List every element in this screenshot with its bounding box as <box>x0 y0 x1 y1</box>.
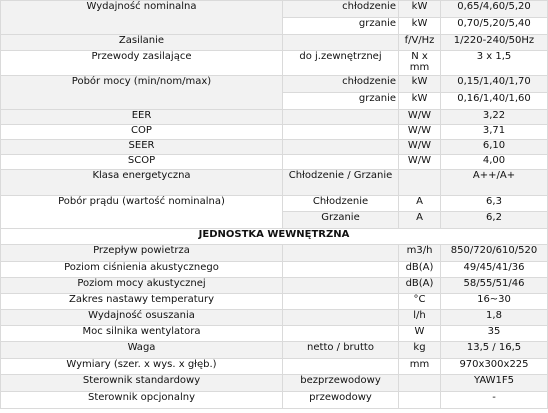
spec-value: 6,3 <box>441 196 548 212</box>
spec-value: 970x300x225 <box>441 359 548 375</box>
spec-value: 16~30 <box>441 294 548 310</box>
table-row <box>1 342 548 359</box>
spec-unit: W/W <box>399 125 441 140</box>
table-row <box>1 245 548 262</box>
spec-label: COP <box>1 125 283 140</box>
spec-unit: m3/h <box>399 245 441 262</box>
spec-value: 3 x 1,5 <box>441 51 548 76</box>
spec-value: 49/45/41/36 <box>441 262 548 278</box>
spec-condition <box>283 125 399 140</box>
spec-condition: grzanie <box>283 18 399 35</box>
spec-unit: kW <box>399 76 441 93</box>
spec-condition <box>283 359 399 375</box>
spec-label: Wydajność osuszania <box>1 310 283 326</box>
spec-condition: chłodzenie <box>283 1 399 18</box>
section-header-row <box>1 229 548 245</box>
spec-unit: mm <box>399 359 441 375</box>
spec-unit: W/W <box>399 155 441 170</box>
spec-unit <box>399 170 441 196</box>
spec-unit: dB(A) <box>399 262 441 278</box>
spec-value: - <box>441 392 548 409</box>
spec-label: Pobór mocy (min/nom/max) <box>1 76 283 110</box>
spec-label: Poziom mocy akustycznej <box>1 278 283 294</box>
table-row <box>1 278 548 294</box>
spec-condition <box>283 110 399 125</box>
spec-unit: W/W <box>399 110 441 125</box>
spec-value: 850/720/610/520 <box>441 245 548 262</box>
spec-condition: Grzanie <box>283 212 399 229</box>
spec-label: Pobór prądu (wartość nominalna) <box>1 196 283 229</box>
spec-value: 0,15/1,40/1,70 <box>441 76 548 93</box>
spec-value: 1,8 <box>441 310 548 326</box>
spec-condition <box>283 155 399 170</box>
spec-label: Waga <box>1 342 283 359</box>
spec-label: EER <box>1 110 283 125</box>
spec-label: Przewody zasilające <box>1 51 283 76</box>
spec-label: Wydajność nominalna <box>1 1 283 35</box>
spec-condition: netto / brutto <box>283 342 399 359</box>
spec-unit <box>399 375 441 392</box>
spec-condition: do j.zewnętrznej <box>283 51 399 76</box>
spec-value: 3,22 <box>441 110 548 125</box>
spec-label: Przepływ powietrza <box>1 245 283 262</box>
table-row <box>1 76 548 93</box>
spec-unit: kW <box>399 18 441 35</box>
spec-condition <box>283 326 399 342</box>
spec-condition <box>283 262 399 278</box>
table-row <box>1 155 548 170</box>
spec-unit <box>399 392 441 409</box>
spec-unit: A <box>399 212 441 229</box>
spec-value: 6,2 <box>441 212 548 229</box>
spec-unit: kW <box>399 1 441 18</box>
spec-condition <box>283 245 399 262</box>
table-row <box>1 51 548 76</box>
spec-condition <box>283 310 399 326</box>
spec-condition <box>283 294 399 310</box>
spec-label: Klasa energetyczna <box>1 170 283 196</box>
spec-value: 1/220-240/50Hz <box>441 35 548 51</box>
spec-label: Poziom ciśnienia akustycznego <box>1 262 283 278</box>
spec-unit: °C <box>399 294 441 310</box>
spec-condition <box>283 278 399 294</box>
spec-unit: l/h <box>399 310 441 326</box>
spec-condition <box>283 35 399 51</box>
table-row <box>1 140 548 155</box>
spec-unit: N x mm <box>399 51 441 76</box>
spec-unit: kW <box>399 93 441 110</box>
spec-value: 13,5 / 16,5 <box>441 342 548 359</box>
table-row <box>1 110 548 125</box>
spec-condition: Chłodzenie <box>283 196 399 212</box>
table-row <box>1 294 548 310</box>
spec-label: Zakres nastawy temperatury <box>1 294 283 310</box>
spec-unit: dB(A) <box>399 278 441 294</box>
table-row <box>1 170 548 196</box>
spec-value: 3,71 <box>441 125 548 140</box>
spec-label: Zasilanie <box>1 35 283 51</box>
spec-label: Sterownik standardowy <box>1 375 283 392</box>
spec-unit: kg <box>399 342 441 359</box>
spec-condition: bezprzewodowy <box>283 375 399 392</box>
spec-unit: f/V/Hz <box>399 35 441 51</box>
section-header: JEDNOSTKA WEWNĘTRZNA <box>1 229 548 245</box>
spec-condition <box>283 140 399 155</box>
table-row <box>1 262 548 278</box>
spec-value: 0,65/4,60/5,20 <box>441 1 548 18</box>
spec-unit: W/W <box>399 140 441 155</box>
table-row <box>1 326 548 342</box>
table-row <box>1 392 548 409</box>
spec-unit: A <box>399 196 441 212</box>
spec-value: 4,00 <box>441 155 548 170</box>
table-row <box>1 310 548 326</box>
spec-label: SCOP <box>1 155 283 170</box>
table-row <box>1 359 548 375</box>
spec-label: SEER <box>1 140 283 155</box>
spec-condition: grzanie <box>283 93 399 110</box>
spec-value: 58/55/51/46 <box>441 278 548 294</box>
spec-condition: przewodowy <box>283 392 399 409</box>
table-row <box>1 1 548 18</box>
table-row <box>1 125 548 140</box>
spec-value: 0,16/1,40/1,60 <box>441 93 548 110</box>
spec-label: Moc silnika wentylatora <box>1 326 283 342</box>
spec-condition: Chłodzenie / Grzanie <box>283 170 399 196</box>
table-row <box>1 375 548 392</box>
spec-value: 0,70/5,20/5,40 <box>441 18 548 35</box>
table-row <box>1 196 548 212</box>
spec-value: YAW1F5 <box>441 375 548 392</box>
table-row <box>1 35 548 51</box>
spec-label: Wymiary (szer. x wys. x głęb.) <box>1 359 283 375</box>
spec-label: Sterownik opcjonalny <box>1 392 283 409</box>
spec-value: 6,10 <box>441 140 548 155</box>
spec-value: A++/A+ <box>441 170 548 196</box>
spec-condition: chłodzenie <box>283 76 399 93</box>
spec-unit: W <box>399 326 441 342</box>
spec-value: 35 <box>441 326 548 342</box>
